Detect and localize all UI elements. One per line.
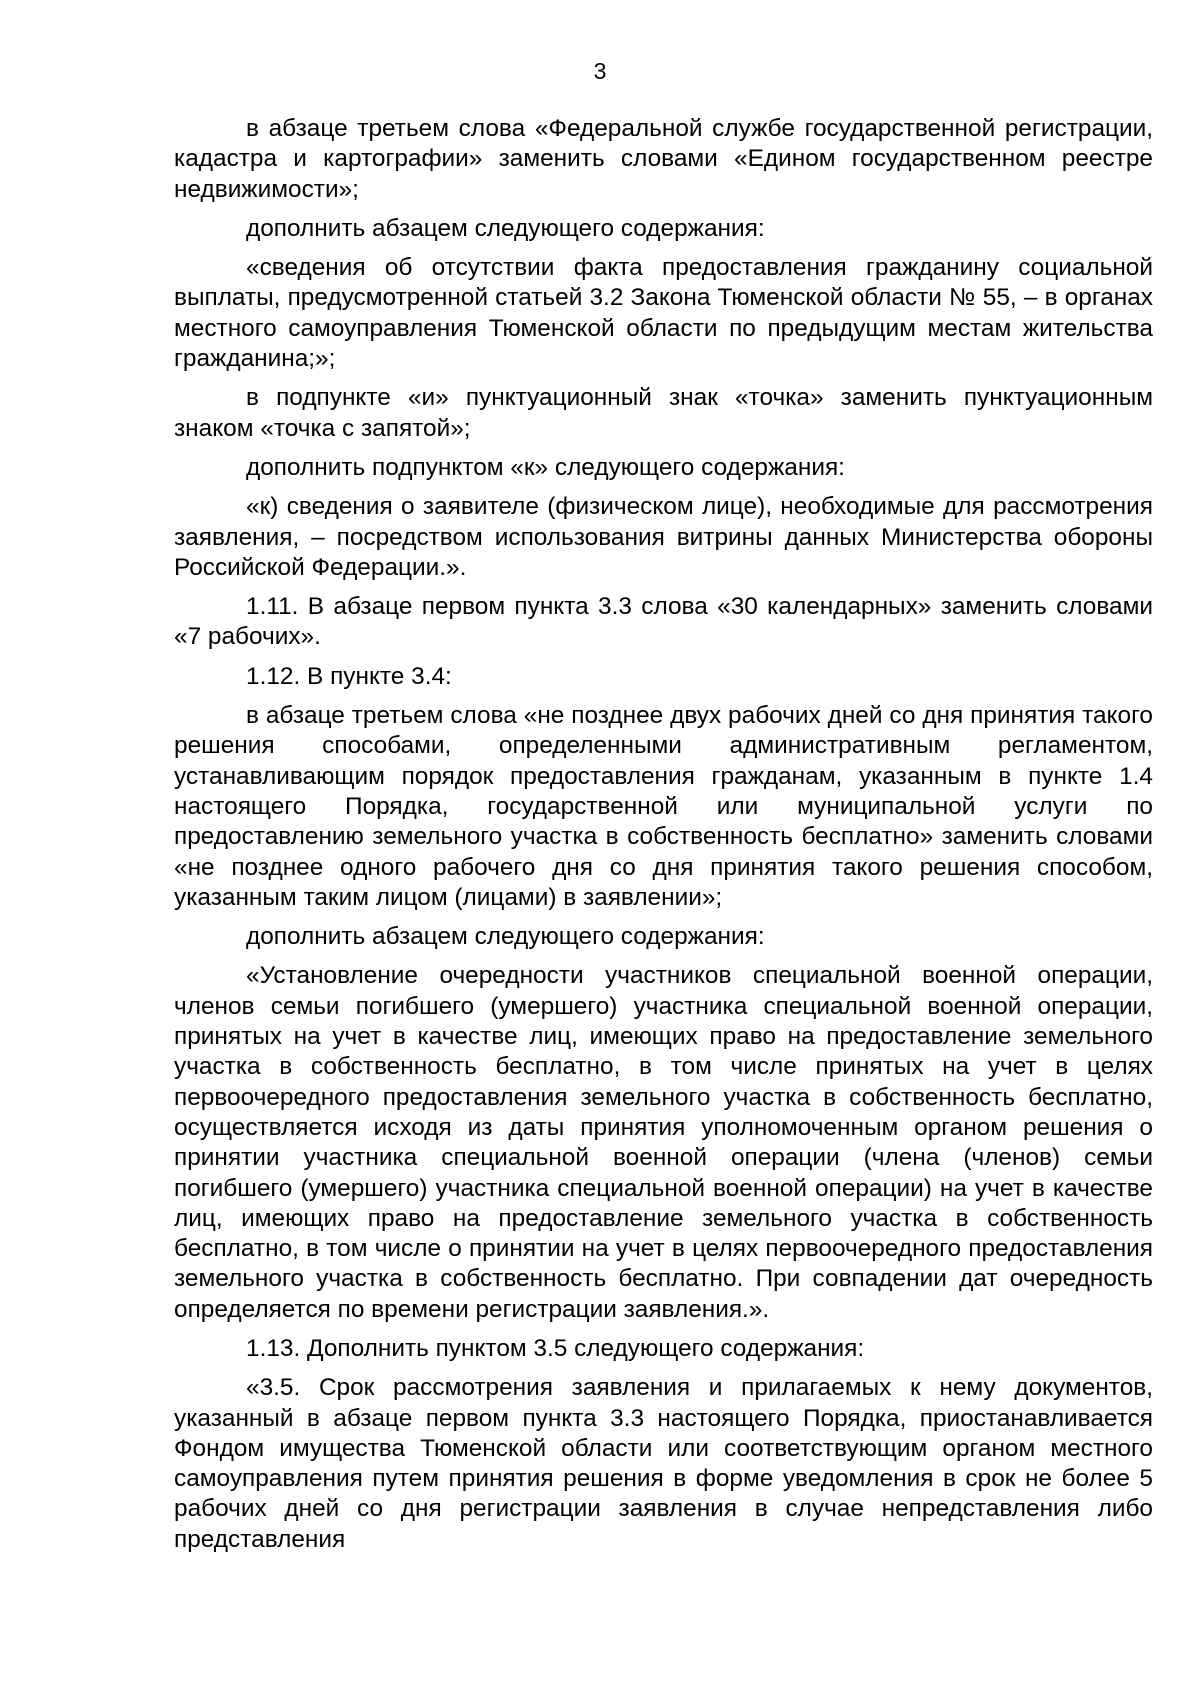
paragraph: «сведения об отсутствии факта предоставления гражданину социальной выплаты, предусмотренной статьей 3.2 Закона Тюменской области № 55, – в органах местного самоуправления Тюменской области по предыдущим местам жительства гражданина;»; [174,254,1153,373]
paragraph: 1.11. В абзаце первом пункта 3.3 слова «30 календарных» заменить словами «7 рабочих». [174,593,1153,651]
document-body [174,114,1153,1564]
paragraph: «к) сведения о заявителе (физическом лице), необходимые для рассмотрения заявления, – посредством использования витрины данных Министерства обороны Российской Федерации.». [174,493,1153,581]
paragraph: дополнить абзацем следующего содержания: [246,923,765,951]
paragraph: дополнить подпунктом «к» следующего содержания: [246,453,845,481]
paragraph: в подпункте «и» пунктуационный знак «точка» заменить пунктуационным знаком «точка с запятой»; [174,384,1153,442]
paragraph: 1.13. Дополнить пунктом 3.5 следующего содержания: [246,1334,865,1362]
paragraph: в абзаце третьем слова «не позднее двух рабочих дней со дня принятия такого решения способами, определенными административным регламентом, устанавливающим порядок предоставления гражданам, указанным в пункте 1.4 настоящего Порядка, государственной или муниципальной услуги по предоставлению земельного участка в собственность бесплатно» заменить словами «не позднее одного рабочего дня со дня принятия такого решения способом, указанным таким лицом (лицами) в заявлении»; [174,702,1153,911]
page-number: 3 [593,58,607,84]
paragraph: 1.12. В пункте 3.4: [246,662,452,690]
paragraph: в абзаце третьем слова «Федеральной службе государственной регистрации, кадастра и картографии» заменить словами «Едином государственном реестре недвижимости»; [174,115,1153,203]
paragraph: дополнить абзацем следующего содержания: [246,214,765,242]
paragraph: «Установление очередности участников специальной военной операции, членов семьи погибшего (умершего) участника специальной военной операции, принятых на учет в качестве лиц, имеющих право на предоставление земельного участка в собственность бесплатно, в том числе принятых на учет в целях первоочередного предоставления земельного участка в собственность бесплатно, осуществляется исходя из даты принятия уполномоченным органом решения о принятии участника специальной военной операции (члена (членов) семьи погибшего (умершего) участника специальной военной операции) на учет в качестве лиц, имеющих право на предоставление земельного участка в собственность бесплатно, в том числе о принятии на учет в целях первоочередного предоставления земельного участка в собственность бесплатно. При совпадении дат очередность определяется по времени регистрации заявления.». [174,962,1153,1323]
paragraph: «3.5. Срок рассмотрения заявления и прилагаемых к нему документов, указанный в абзаце первом пункта 3.3 настоящего Порядка, приостанавливается Фондом имущества Тюменской области или соответствующим органом местного самоуправления путем принятия решения в форме уведомления в срок не более 5 рабочих дней со дня регистрации заявления в случае непредставления либо представления [174,1374,1153,1553]
